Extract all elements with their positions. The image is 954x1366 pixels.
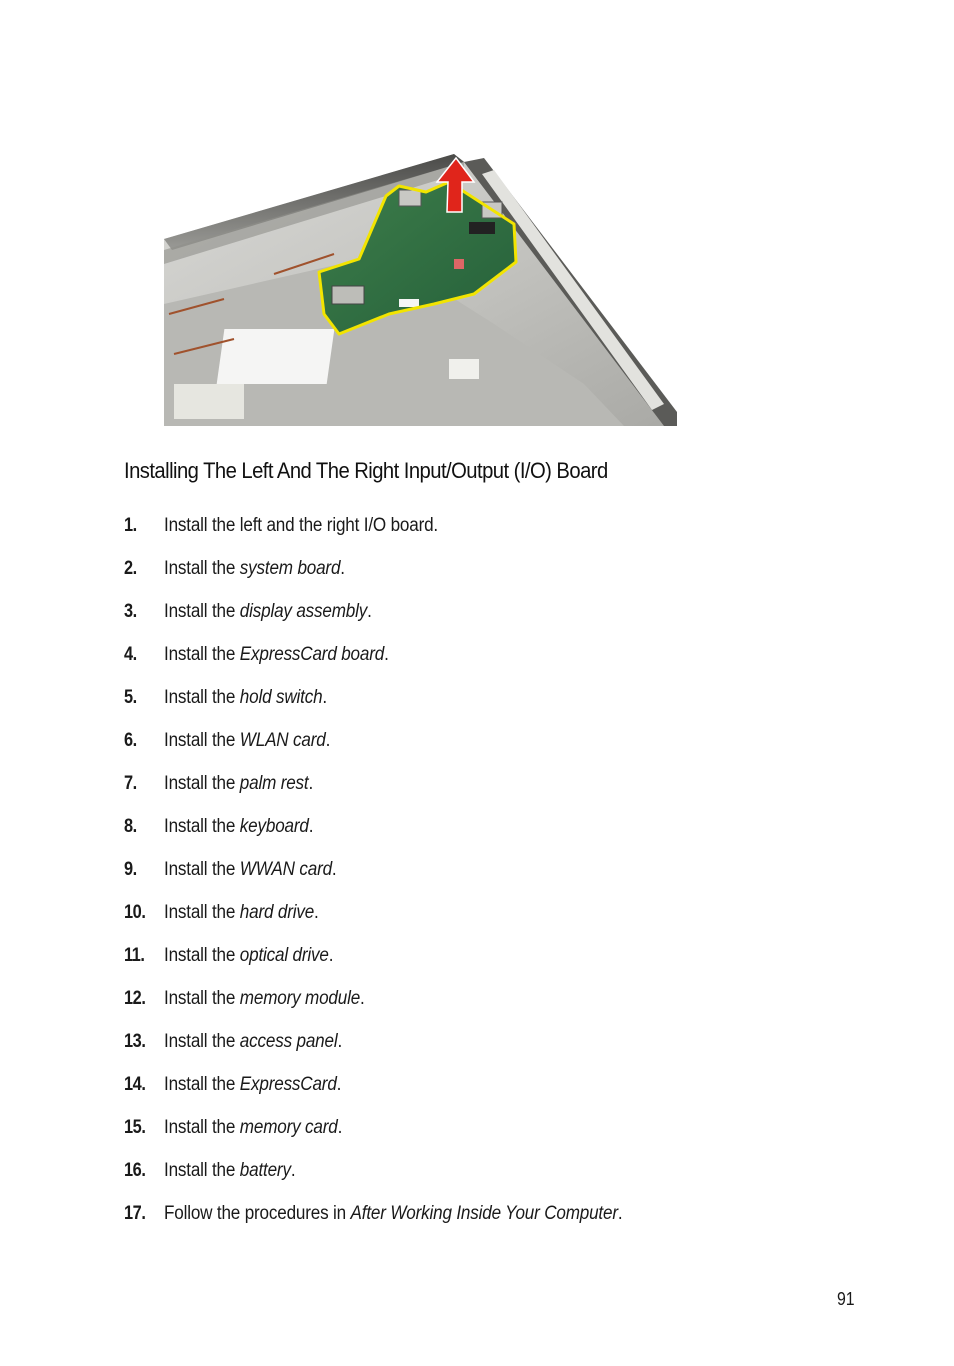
step-text-prefix: Install the [164, 601, 240, 622]
step-number: 11. [124, 945, 145, 966]
step-number: 8. [124, 816, 137, 837]
step-text-prefix: Install the [164, 1117, 240, 1138]
step-text-suffix: . [290, 1160, 296, 1181]
step-number: 15. [124, 1117, 146, 1138]
step-text-suffix: . [340, 558, 345, 579]
step-text [164, 943, 333, 969]
step-text-prefix: Install the [164, 988, 240, 1009]
step-text-prefix: Install the [164, 687, 240, 708]
step-text-prefix: Install the [164, 1031, 240, 1052]
step-text-suffix: . [617, 1203, 623, 1224]
step-number: 12. [124, 988, 146, 1009]
step-text-suffix: . [322, 687, 327, 708]
step-number: 16. [124, 1160, 146, 1181]
step-link[interactable]: hold switch [239, 687, 323, 708]
step-link[interactable]: WWAN card [239, 859, 332, 880]
step-text-suffix: . [360, 988, 365, 1009]
step-link[interactable]: display assembly [239, 601, 368, 622]
step-text [164, 1072, 341, 1098]
step-number: 4. [124, 644, 137, 665]
step-link[interactable]: After Working Inside Your Computer [350, 1203, 618, 1224]
step-number: 5. [124, 687, 137, 708]
step-text-suffix: . [331, 859, 337, 880]
step-number: 2. [124, 558, 137, 579]
step-text-suffix: . [337, 1117, 343, 1138]
step-text-suffix: . [328, 945, 334, 966]
step-number: 1. [124, 515, 137, 536]
step-text-prefix: Install the [164, 558, 240, 579]
step-text-prefix: Follow the procedures in [164, 1203, 351, 1224]
step-text-prefix: Install the left and the right I/O board. [164, 515, 438, 536]
step-number: 7. [124, 773, 137, 794]
step-link[interactable]: ExpressCard [239, 1074, 337, 1095]
step-text [164, 513, 438, 539]
step-text [164, 685, 327, 711]
step-text-suffix: . [314, 902, 319, 923]
step-text [164, 900, 319, 926]
step-link[interactable]: keyboard [239, 816, 309, 837]
step-text-prefix: Install the [164, 945, 240, 966]
step-text-prefix: Install the [164, 644, 240, 665]
step-text-prefix: Install the [164, 859, 240, 880]
step-text-suffix: . [308, 773, 314, 794]
step-text [164, 814, 313, 840]
io-board-photo [164, 154, 677, 426]
step-text-prefix: Install the [164, 902, 240, 923]
step-text-prefix: Install the [164, 773, 240, 794]
step-text [164, 1115, 342, 1141]
step-link[interactable]: hard drive [239, 902, 315, 923]
step-link[interactable]: memory card [239, 1117, 338, 1138]
step-number: 13. [124, 1031, 146, 1052]
step-text [164, 556, 345, 582]
step-number: 17. [124, 1203, 146, 1224]
step-text-suffix: . [337, 1031, 343, 1052]
step-link[interactable]: palm rest [239, 773, 309, 794]
step-text-suffix: . [325, 730, 331, 751]
step-number: 14. [124, 1074, 146, 1095]
step-text [164, 857, 337, 883]
step-number: 10. [124, 902, 146, 923]
step-text [164, 1158, 295, 1184]
step-link[interactable]: WLAN card [239, 730, 326, 751]
step-text-prefix: Install the [164, 1160, 240, 1181]
page-number: 91 [837, 1289, 855, 1309]
step-text [164, 1201, 622, 1227]
step-text [164, 771, 313, 797]
step-number: 3. [124, 601, 137, 622]
step-text [164, 599, 372, 625]
step-number: 9. [124, 859, 137, 880]
step-text [164, 642, 389, 668]
step-text-prefix: Install the [164, 816, 240, 837]
step-link[interactable]: ExpressCard board [239, 644, 385, 665]
step-text [164, 1029, 342, 1055]
step-link[interactable]: access panel [239, 1031, 338, 1052]
step-link[interactable]: optical drive [239, 945, 329, 966]
step-text-suffix: . [336, 1074, 342, 1095]
step-link[interactable]: battery [239, 1160, 291, 1181]
step-text [164, 986, 365, 1012]
step-text-prefix: Install the [164, 1074, 240, 1095]
step-text-prefix: Install the [164, 730, 240, 751]
step-text [164, 728, 330, 754]
step-link[interactable]: system board [239, 558, 341, 579]
step-link[interactable]: memory module [239, 988, 361, 1009]
step-text-suffix: . [308, 816, 314, 837]
step-number: 6. [124, 730, 137, 751]
section-title: Installing The Left And The Right Input/Output (I/O) Board [124, 458, 608, 483]
step-text-suffix: . [367, 601, 372, 622]
step-text-suffix: . [384, 644, 389, 665]
